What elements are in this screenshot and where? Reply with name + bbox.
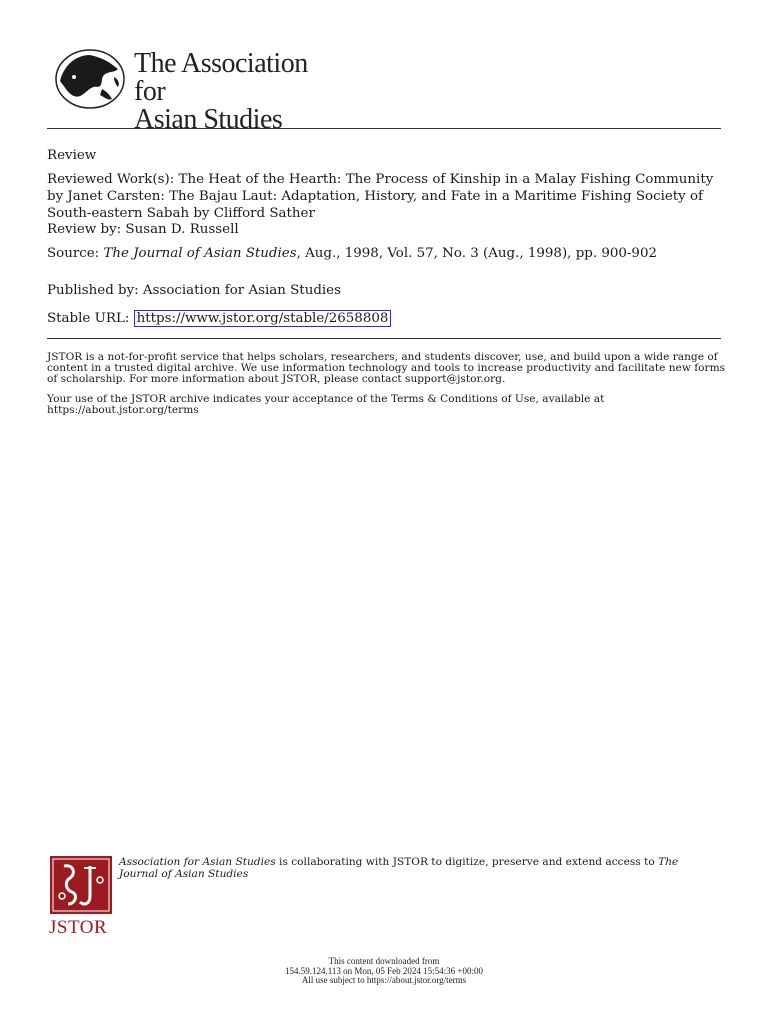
review-type: Review — [47, 148, 97, 163]
collaboration-notice — [119, 856, 679, 880]
jstor-monogram-icon — [50, 856, 112, 914]
logo-line-2: Asian Studies — [134, 104, 283, 135]
globe-icon — [52, 47, 130, 111]
aas-logo — [52, 42, 342, 135]
terms-notice: Your use of the JSTOR archive indicates your acceptance of the Terms & Conditions of Use, available at https://about.jstor.org/terms — [47, 393, 605, 416]
footer-line-2: 154.59.124.113 on Mon, 05 Feb 2024 15:54:36 +00:00 — [285, 965, 483, 976]
logo-line-1: The Association for — [134, 48, 308, 107]
stable-url-line — [47, 310, 727, 327]
footer-line-1: This content downloaded from — [328, 956, 440, 966]
collab-journal: The Journal of Asian Studies — [119, 856, 679, 880]
source-prefix: Source: — [47, 246, 104, 261]
source-line — [47, 245, 727, 262]
jstor-wordmark: JSTOR — [49, 917, 108, 938]
jstor-emblem — [50, 856, 112, 914]
aas-logo-text — [134, 50, 342, 134]
download-footer — [200, 957, 568, 986]
stable-url-link[interactable]: https://www.jstor.org/stable/2658808 — [134, 310, 392, 327]
middle-divider — [47, 338, 721, 339]
collab-text: is collaborating with JSTOR to digitize, preserve and extend access to — [275, 856, 659, 868]
review-author: Review by: Susan D. Russell — [47, 222, 239, 237]
stable-url-label: Stable URL: — [47, 311, 134, 326]
source-journal: The Journal of Asian Studies — [103, 246, 297, 261]
reviewed-works: Reviewed Work(s): The Heat of the Hearth: The Process of Kinship in a Malay Fishing Community by Janet Carsten: The Bajau Laut: Adaptation, History, and Fate in a Maritime Fishing Society of South-eastern Sabah by Clifford Sather — [47, 172, 714, 221]
collab-org: Association for Asian Studies — [119, 856, 276, 868]
top-divider — [47, 128, 721, 129]
source-details: , Aug., 1998, Vol. 57, No. 3 (Aug., 1998), pp. 900-902 — [296, 246, 657, 261]
jstor-notice: JSTOR is a not-for-profit service that helps scholars, researchers, and students discover, use, and build upon a wide range of content in a trusted digital archive. We use information technology and tools to increase productivity and facilitate new forms of scholarship. For more information about JSTOR, please contact support@jstor.org. — [47, 351, 726, 385]
publisher: Published by: Association for Asian Studies — [47, 283, 341, 298]
footer-line-3: All use subject to https://about.jstor.org/terms — [301, 975, 467, 985]
